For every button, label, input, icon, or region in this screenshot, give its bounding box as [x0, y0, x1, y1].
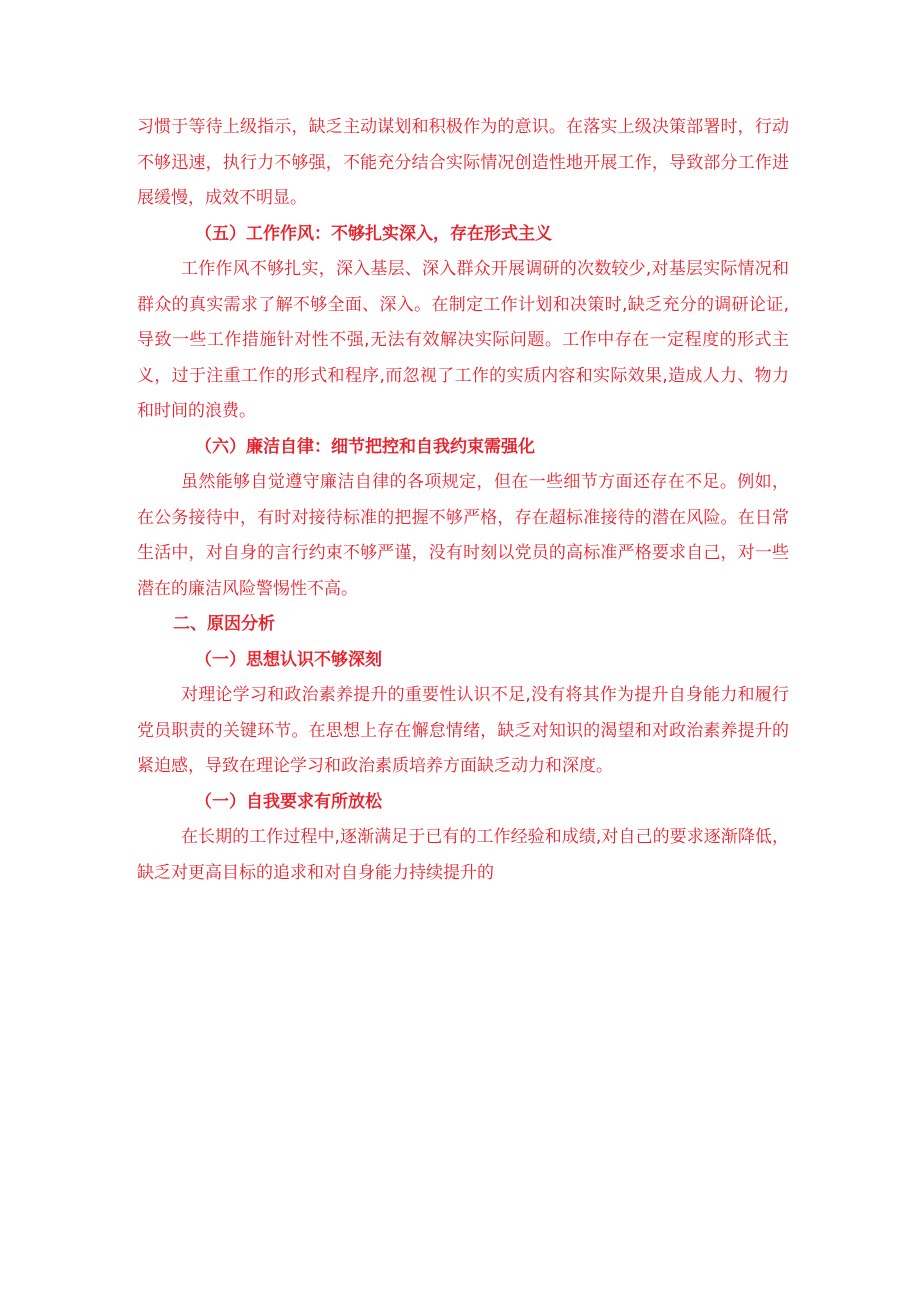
chapter-heading-cause-analysis: 二、原因分析 — [173, 614, 275, 634]
section-heading-integrity: （六）廉洁自律：细节把控和自我约束需强化 — [195, 436, 535, 457]
document-body — [137, 110, 789, 891]
section-heading-self-requirement: （一）自我要求有所放松 — [195, 791, 382, 812]
paragraph-work-style: 工作作风不够扎实，深入基层、深入群众开展调研的次数较少,对基层实际情况和群众的真实需求了解不够全面、深入。在制定工作计划和决策时,缺乏充分的调研论证,导致一些工作措施针对性不强,无法有效解决实际问题。工作中存在一定程度的形式主义，过于注重工作的形式和程序,而忽视了工作的实质内容和实际效果,造成人力、物力和时间的浪费。 — [137, 259, 789, 421]
section-heading-work-style: （五）工作作风：不够扎实深入，存在形式主义 — [195, 223, 552, 244]
section-heading-ideological: （一）思想认识不够深刻 — [195, 649, 382, 670]
paragraph-integrity: 虽然能够自觉遵守廉洁自律的各项规定，但在一些细节方面还存在不足。例如，在公务接待中，有时对接待标准的把握不够严格，存在超标准接待的潜在风险。在日常生活中，对自身的言行约束不够严谨，没有时刻以党员的高标准严格要求自己，对一些潜在的廉洁风险警惕性不高。 — [137, 472, 789, 599]
paragraph-ideological: 对理论学习和政治素养提升的重要性认识不足,没有将其作为提升自身能力和履行党员职责的关键环节。在思想上存在懈怠情绪，缺乏对知识的渴望和对政治素养提升的紧迫感，导致在理论学习和政治素质培养方面缺乏动力和深度。 — [137, 685, 789, 776]
paragraph-self-requirement: 在长期的工作过程中,逐渐满足于已有的工作经验和成绩,对自己的要求逐渐降低，缺乏对更高目标的追求和对自身能力持续提升的 — [137, 827, 789, 883]
paragraph-continued: 习惯于等待上级指示，缺乏主动谋划和积极作为的意识。在落实上级决策部署时，行动不够迅速，执行力不够强，不能充分结合实际情况创造性地开展工作，导致部分工作进展缓慢，成效不明显。 — [137, 117, 789, 208]
